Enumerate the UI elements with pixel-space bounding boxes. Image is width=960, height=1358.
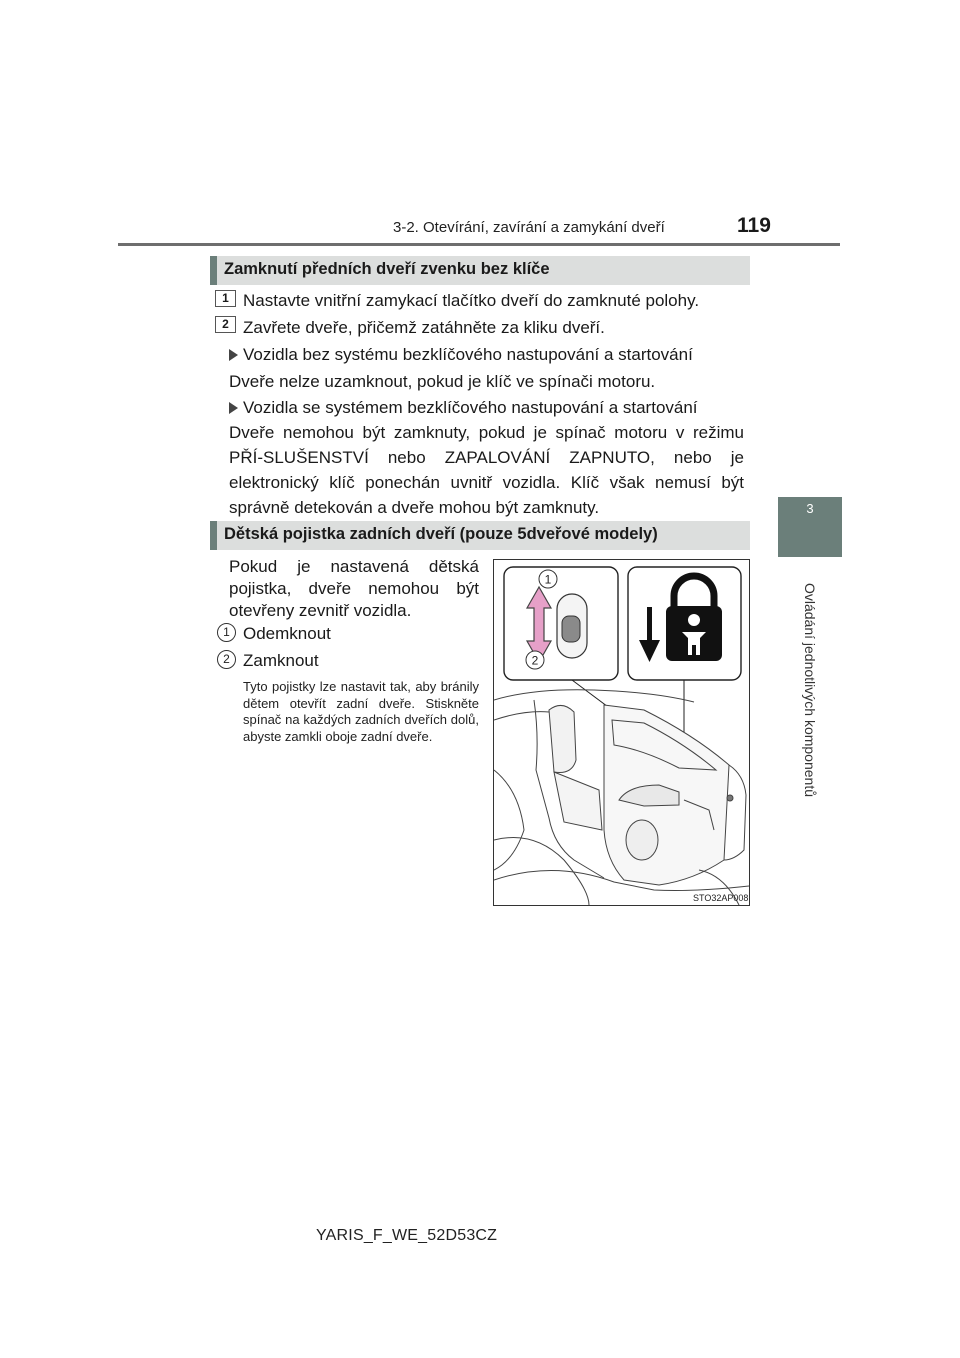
door-illustration xyxy=(494,560,749,905)
callout-1-label: 1 xyxy=(544,572,552,587)
variant-heading-2: Vozidla se systémem bezklíčového nastupování a startování xyxy=(243,398,698,417)
item-number-2: 2 xyxy=(217,650,236,669)
switch-knob xyxy=(562,616,580,642)
item-label-unlock: Odemknout xyxy=(243,624,331,643)
header-rule xyxy=(118,243,840,246)
variant-heading-1: Vozidla bez systému bezklíčového nastupování a startování xyxy=(243,345,693,364)
callout-2-label: 2 xyxy=(531,653,539,668)
child-lock-figure xyxy=(493,559,750,906)
document-code: YARIS_F_WE_52D53CZ xyxy=(316,1227,498,1244)
step-text-1: Nastavte vnitřní zamykací tlačítko dveří do zamknuté polohy. xyxy=(243,291,700,310)
item-number-1: 1 xyxy=(217,623,236,642)
section-title-front-door: Zamknutí předních dveří zvenku bez klíče xyxy=(224,260,550,278)
step-number-1: 1 xyxy=(215,290,236,307)
step-text-2: Zavřete dveře, přičemž zatáhněte za kliku dveří. xyxy=(243,318,605,337)
child-lock-intro: Pokud je nastavená dětská pojistka, dveře nemohou být otevřeny zevnitř vozidla. xyxy=(229,557,479,620)
figure-code: STO32AP008 xyxy=(693,893,749,903)
page-number: 119 xyxy=(737,214,771,237)
running-header: 3-2. Otevírání, zavírání a zamykání dveří xyxy=(393,219,665,236)
step-number-2: 2 xyxy=(215,316,236,333)
variant-text-1: Dveře nelze uzamknout, pokud je klíč ve spínači motoru. xyxy=(229,372,656,391)
triangle-bullet-icon xyxy=(229,349,238,361)
car-interior-sketch xyxy=(494,690,749,905)
section-title-child-lock: Dětská pojistka zadních dveří (pouze 5dveřové modely) xyxy=(224,525,658,543)
chapter-number: 3 xyxy=(806,501,814,516)
child-lock-note: Tyto pojistky lze nastavit tak, aby bránily dětem otevřít zadní dveře. Stiskněte spínač na každých zadních dveřích dolů, abyste zamkli oboje zadní dveře. xyxy=(243,679,479,744)
variant-text-2: Dveře nemohou být zamknuty, pokud je spínač motoru v režimu PŘÍ-SLUŠENSTVÍ nebo ZAPALOVÁNÍ ZAPNUTO, nebo je elektronický klíč ponechán uvnitř vozidla. Klíč však nemusí být správně detekován a dveře mohou být zamknuty. xyxy=(229,423,744,517)
chapter-title: Ovládání jednotlivých komponentů xyxy=(802,582,818,798)
item-label-lock: Zamknout xyxy=(243,651,319,670)
triangle-bullet-icon xyxy=(229,402,238,414)
